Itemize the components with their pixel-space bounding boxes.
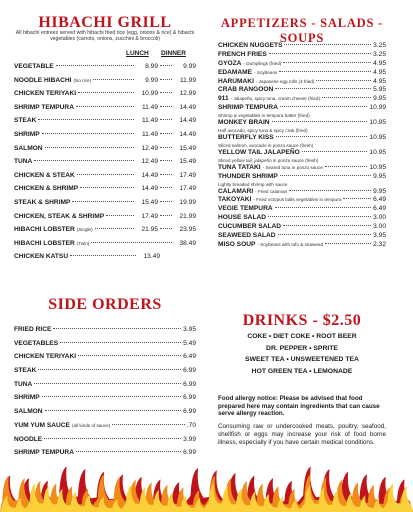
menu-row [14,213,196,227]
menu-row [14,104,196,118]
dot-leader [325,166,368,167]
menu-item [218,241,386,250]
dot-leader [76,451,181,452]
item-name: FRENCH FRIES [218,50,267,58]
dot-leader [42,133,134,134]
menu-row [14,408,196,422]
item-price: 9.95 [373,187,386,195]
menu-item [218,164,386,173]
lunch-price: 14.49 [141,171,158,179]
menu-item [218,78,386,87]
menu-row [218,205,386,214]
consumer-advisory-text: Consuming raw or undercooked meats, poultry, seafood, shellfish or eggs may increase your risk of food borne illness, especially if you have certain medical conditions. [218,423,386,446]
menu-item [218,223,386,232]
menu-item [218,69,386,78]
dot-leader [72,201,134,202]
item-name: HIBACHI LOBSTER [14,239,75,247]
dinner-price: 38.49 [179,239,196,247]
dinner-price: 21.99 [179,212,196,220]
drinks-title: DRINKS - $2.50 [242,312,362,329]
item-price: 4.95 [373,59,386,67]
dot-leader [275,207,372,208]
menu-item [218,214,386,223]
hibachi-list [14,63,196,267]
lunch-price: 8.99 [145,63,158,70]
drinks-list [218,331,386,377]
dot-leader [91,242,172,243]
dot-leader [34,160,134,161]
menu-row [14,63,196,77]
item-note: - Japanese egg rolls (4 fried) [255,78,315,84]
item-price: 6.99 [183,380,196,388]
dot-leader [38,119,134,120]
item-name: CUCUMBER SALAD [218,223,282,231]
item-description: Sliced yellow tail, jalapeño in ponzu sauce (fresh) [218,157,319,163]
item-name: EDAMAME [218,68,253,76]
item-name: HOUSE SALAD [218,214,266,222]
item-name: CHICKEN TERIYAKI [14,90,77,98]
dot-leader [112,424,185,425]
item-name: VEGETABLE [14,63,54,70]
dot-leader [45,410,182,411]
item-name: HARUMAKI [218,77,254,85]
menu-row [14,117,196,131]
item-name: CALAMARI [218,187,254,195]
lunch-price: 12.49 [141,158,158,166]
dot-leader [325,243,371,244]
item-name: FRIED RICE [14,326,52,333]
menu-row [218,223,386,232]
menu-row [14,226,196,240]
item-note: (Single) [76,227,93,233]
menu-row [14,340,196,354]
menu-row [14,367,196,381]
menu-row [14,422,196,436]
dinner-price: 15.49 [179,158,196,166]
menu-item [218,104,386,119]
item-name: HIBACHI LOBSTER [14,226,75,234]
item-name: CHICKEN KATSU [14,253,69,261]
lunch-price: 21.95 [141,226,158,234]
item-name: MISO SOUP [218,240,256,248]
lunch-price: 17.49 [141,212,158,220]
item-price: 3.95 [183,326,196,333]
item-name: STEAK & SHRIMP [14,198,71,206]
item-name: STEAK [14,117,37,125]
menu-row [14,90,196,104]
dot-leader [60,342,181,343]
dot-leader [160,228,172,229]
menu-row [14,326,196,340]
dot-leader [160,147,172,148]
item-price: 9.95 [373,95,386,103]
item-name: NOODLE HIBACHI [14,76,72,84]
menu-item [218,232,386,241]
menu-row [218,42,386,51]
dot-leader [56,65,134,66]
lunch-price: 11.49 [141,103,158,111]
dot-leader [95,228,134,229]
item-name: CRAB RANGOON [218,86,274,94]
side-orders-list [14,326,196,463]
item-price: 6.49 [373,196,386,204]
dinner-price: 12.99 [179,90,196,98]
menu-row [218,149,386,158]
dot-leader [289,190,371,191]
dot-leader [316,80,371,81]
drink-line: DR. PEPPER • SPRITE [266,344,338,352]
allergy-warning-text: Food allergy notice: Please be advised that food prepared here may contain ingredients that can cause serve allergy reaction. [218,395,380,418]
hibachi-grill-title: HIBACHI GRILL [38,14,172,31]
dot-leader [283,225,371,226]
item-price: 6.99 [183,367,196,375]
dot-leader [70,255,136,256]
lunch-price: 10.99 [141,90,158,98]
menu-item [218,119,386,134]
dot-leader [160,187,172,188]
lunch-price: 15.49 [141,198,158,206]
item-note: - Fried calamari [255,188,288,194]
menu-row [218,164,386,173]
item-name: SHRIMP TEMPURA [14,449,74,457]
item-name: CHICKEN TERIYAKI [14,353,77,361]
item-price: 9.95 [373,172,386,180]
item-price: 6.49 [183,353,196,361]
dot-leader [269,53,371,54]
menu-row [218,196,386,205]
dot-leader [160,119,172,120]
menu-row [14,253,196,267]
item-note: - Soybeans [254,69,278,75]
menu-row [14,185,196,199]
dot-leader [160,215,172,216]
dot-leader [280,175,371,176]
item-name: CHICKEN, STEAK & SHRIMP [14,212,105,220]
hibachi-note: All hibachi entrees served with hibachi fried rice (egg, onions & rice) & hibachi vegetables (carrots, onions, zucchini & broccoli) [15,30,195,43]
dinner-price: 19.99 [179,198,196,206]
dot-leader [278,234,372,235]
item-name: SHRIMP [14,130,40,138]
dot-leader [302,151,368,152]
item-name: VEGETABLES [14,339,59,347]
item-price: 3.25 [373,42,386,49]
menu-row [218,188,386,197]
item-price: 3.00 [373,223,386,231]
dot-leader [276,136,368,137]
dot-leader [42,396,182,397]
menu-row [14,77,196,91]
dot-leader [34,383,181,384]
item-note: - Jalapeño, spicy tuna, cream cheese (fried) [230,96,321,102]
menu-row [218,69,386,78]
dot-leader [160,160,172,161]
menu-item [218,188,386,197]
flame-border-decoration [0,466,413,512]
menu-item [218,42,386,51]
menu-row [218,60,386,69]
lunch-price: 14.49 [141,185,158,193]
item-name: CHICKEN NUGGETS [218,42,283,49]
dot-leader [160,106,172,107]
dot-leader [284,44,371,45]
menu-item [218,86,386,95]
lunch-price: 11.49 [141,130,158,138]
lunch-price: 12.49 [141,144,158,152]
item-name: SALMON [14,144,43,152]
item-name: MONKEY BRAIN [218,119,270,127]
dot-leader [343,198,371,199]
menu-item [218,149,386,164]
item-name: STEAK [14,367,37,375]
menu-row [218,104,386,113]
item-name: YUM YUM SAUCE [14,421,70,429]
item-name: SALMON [14,408,43,416]
dinner-price: 17.49 [179,185,196,193]
menu-row [218,51,386,60]
dinner-price: 11.99 [179,76,196,84]
menu-item [218,51,386,60]
menu-row [218,134,386,143]
menu-row [14,449,196,463]
item-price: 3.99 [183,435,196,443]
menu-item [218,134,386,149]
lunch-price: 11.49 [141,117,158,125]
item-price: .70 [186,421,196,429]
item-description: Lightly breaded shrimp with sauce [218,181,288,187]
dinner-price: 17.49 [179,171,196,179]
item-name: TUNA TATAKI [218,163,261,171]
dinner-price: 15.49 [179,144,196,152]
drink-line: SWEET TEA • UNSWEETENED TEA [245,356,359,364]
side-orders-title: SIDE ORDERS [48,296,162,313]
menu-row [218,78,386,87]
menu-row [14,131,196,145]
item-name: TUNA [14,158,33,166]
dot-leader [78,355,181,356]
menu-row [14,381,196,395]
item-price: 2.32 [373,240,386,248]
item-note: (all kinds of sauce) [71,422,111,428]
item-description: Shrimp & vegetables in tempura batter (fried) [218,113,310,119]
item-note: - Dumplings (fried) [243,60,282,66]
menu-row [14,436,196,450]
dot-leader [44,438,181,439]
dot-leader [76,106,134,107]
dot-leader [160,92,172,93]
item-price: 3.25 [373,50,386,58]
dot-leader [80,187,134,188]
dot-leader [275,88,371,89]
item-price: 10.95 [369,134,386,142]
dot-leader [77,174,134,175]
item-price: 4.95 [373,77,386,85]
drink-line: COKE • DIET COKE • ROOT BEER [247,333,357,340]
dot-leader [160,79,172,80]
dot-leader [322,97,371,98]
menu-row [218,173,386,182]
item-price: 6.99 [183,408,196,416]
dot-leader [160,133,172,134]
dinner-price: 9.99 [183,63,196,70]
item-name: TAKOYAKI [218,196,252,204]
item-price: 10.99 [369,104,386,112]
menu-row [14,199,196,213]
item-note: - Fried octopus balls vegetables in tempura [253,197,342,203]
item-description: Sliced salmon, avocado in ponzu sauce (fresh) [218,142,314,148]
menu-item [218,95,386,104]
dot-leader [160,174,172,175]
dot-leader [160,201,172,202]
menu-row [14,158,196,172]
item-name: GYOZA [218,59,242,67]
dot-leader [38,369,181,370]
item-price: 6.99 [183,449,196,457]
item-price: 3.95 [373,232,386,240]
hibachi-column-headers [14,50,196,60]
item-description: Half avocado, spicy tuna & spicy crab (fried) [218,128,308,134]
item-price: 10.95 [369,119,386,127]
dot-leader [160,65,172,66]
menu-row [218,241,386,250]
menu-row [218,95,386,104]
dot-leader [53,328,181,329]
item-name: CHICKEN & SHRIMP [14,185,79,193]
dot-leader [283,62,371,63]
menu-item [218,173,386,188]
item-name: YELLOW TAIL JALAPEÑO [218,148,300,156]
menu-row [218,214,386,223]
dinner-header: DINNER [161,50,186,57]
dinner-price: 23.95 [179,226,196,234]
item-name: TUNA [14,380,33,388]
dot-leader [272,121,368,122]
lunch-price: 9.99 [145,76,158,84]
item-name: SEAWEED SALAD [218,232,276,240]
item-name: VEGIE TEMPURA [218,205,273,213]
dot-leader [93,79,134,80]
menu-row [14,353,196,367]
dot-leader [106,215,134,216]
appetizers-list [218,42,386,250]
menu-row [218,119,386,128]
menu-row [218,86,386,95]
item-name: BUTTERFLY KISS [218,134,274,142]
menu-row [14,240,196,254]
dot-leader [45,147,134,148]
item-note: - Seared tuna in ponzu sauce [262,164,323,170]
menu-row [14,172,196,186]
item-name: THUNDER SHRIMP [218,172,278,180]
dinner-price: 14.49 [179,103,196,111]
item-price: 10.95 [369,148,386,156]
item-price: 5.95 [373,86,386,94]
item-price: 4.95 [373,68,386,76]
item-price: 5.49 [183,339,196,347]
dinner-price: 14.49 [179,130,196,138]
item-price: 6.49 [373,205,386,213]
dot-leader [268,216,371,217]
item-price: 10.95 [369,163,386,171]
menu-row [14,394,196,408]
item-name: SHRIMP [14,394,40,402]
menu-row [218,232,386,241]
item-price: 6.99 [183,394,196,402]
dot-leader [78,92,134,93]
item-name: NOODLE [14,435,43,443]
appetizers-title: APPETIZERS - SALADS - SOUPS [220,16,384,45]
item-name: 911 [218,95,229,103]
item-price: 3.00 [373,214,386,222]
menu-item [218,196,386,205]
item-note: (No rice) [73,77,92,83]
dot-leader [280,106,368,107]
item-name: SHRIMP TEMPURA [14,103,74,111]
menu-item [218,60,386,69]
lunch-header: LUNCH [126,50,149,57]
item-name: SHRIMP TEMPURA [218,104,278,112]
menu-row [14,145,196,159]
item-name: CHICKEN & STEAK [14,171,75,179]
dinner-price: 14.49 [179,117,196,125]
menu-item [218,205,386,214]
item-note: - Soybeans with tofu & seaweed [257,241,324,247]
dot-leader [279,71,371,72]
allergy-notice [218,395,386,446]
lunch-price: 13.49 [143,253,160,261]
item-note: (Twin) [76,240,90,246]
drink-line: HOT GREEN TEA • LEMONADE [251,367,353,375]
